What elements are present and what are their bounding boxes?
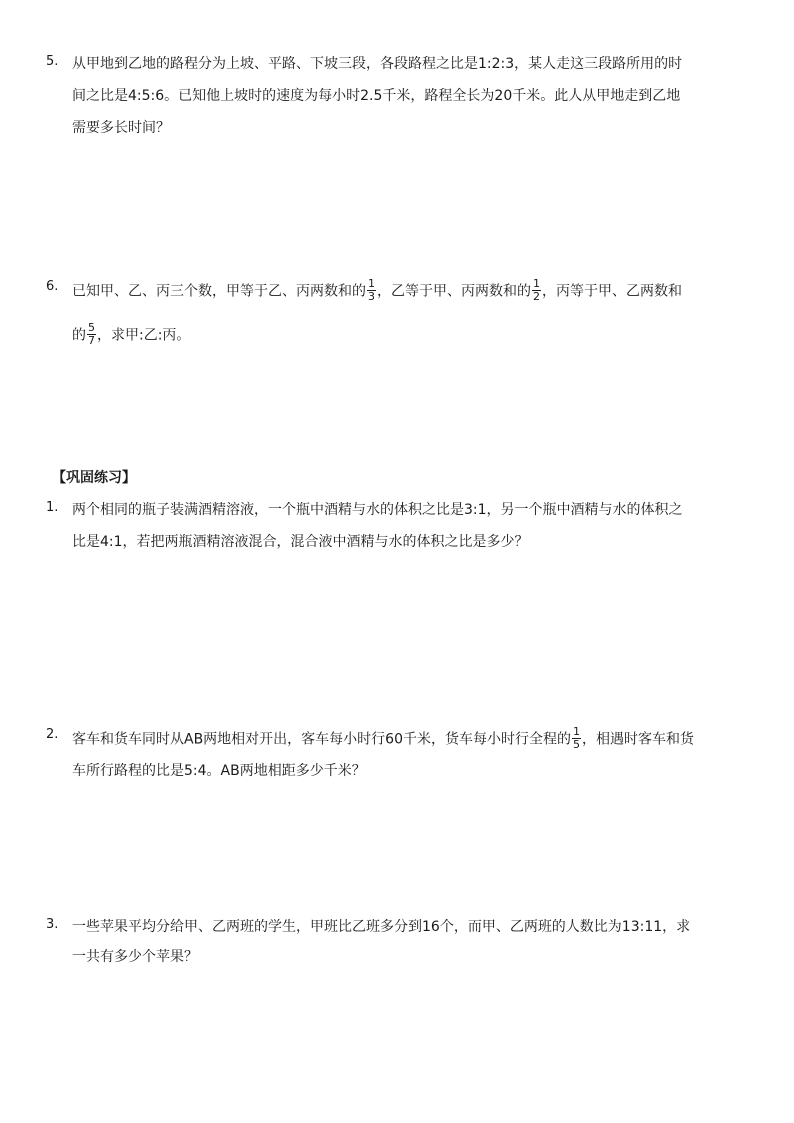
problem-number: 3. [46, 917, 59, 932]
problem-text: ，乙等于甲、丙两数和的 [377, 283, 531, 300]
problem-text-line: 一些苹果平均分给甲、乙两班的学生，甲班比乙班多分到16个，而甲、乙两班的人数比为13:11，求 [72, 919, 691, 935]
problem-text: 客车和货车同时从AB两地相对开出，客车每小时行60千米，货车每小时行全程的 [72, 731, 571, 748]
fraction [572, 726, 581, 751]
problem-text: ，丙等于甲、乙两数和 [542, 283, 682, 300]
fraction-numerator: 1 [573, 725, 580, 738]
problem-text-line: 从甲地到乙地的路程分为上坡、平路、下坡三段，各段路程之比是1:2:3，某人走这三段路所用的时 [72, 56, 683, 72]
fraction [367, 278, 376, 303]
problem-text-line: 需要多长时间？ [72, 120, 170, 136]
problem-text: ，求甲:乙:丙。 [97, 327, 191, 344]
problem-text-line [72, 321, 191, 347]
problem-text: 的 [72, 327, 86, 344]
problem-text-line: 两个相同的瓶子装满酒精溶液，一个瓶中酒精与水的体积之比是3:1，另一个瓶中酒精与水的体积之 [72, 502, 683, 518]
problem-text-line [72, 277, 682, 303]
fraction-denominator: 2 [533, 290, 540, 303]
fraction-numerator: 5 [88, 321, 95, 334]
fraction-numerator: 1 [368, 277, 375, 290]
problem-number: 2. [46, 727, 59, 742]
problem-number: 6. [46, 279, 59, 294]
fraction-numerator: 1 [533, 277, 540, 290]
problem-text-line: 间之比是4:5:6。已知他上坡时的速度为每小时2.5千米，路程全长为20千米。此人从甲地走到乙地 [72, 88, 681, 104]
fraction-denominator: 5 [573, 738, 580, 751]
problem-text-line [72, 725, 694, 751]
problem-number: 5. [46, 54, 59, 69]
fraction [532, 278, 541, 303]
problem-text: ，相遇时客车和货 [582, 731, 694, 748]
fraction-denominator: 7 [88, 334, 95, 347]
problem-text: 已知甲、乙、丙三个数，甲等于乙、丙两数和的 [72, 283, 366, 300]
problem-text-line: 比是4:1，若把两瓶酒精溶液混合，混合液中酒精与水的体积之比是多少？ [72, 534, 529, 550]
fraction-denominator: 3 [368, 290, 375, 303]
problem-number: 1. [46, 500, 59, 515]
problem-text-line: 车所行路程的比是5:4。AB两地相距多少千米？ [72, 763, 366, 779]
section-title: 【巩固练习】 [52, 470, 136, 486]
fraction [87, 322, 96, 347]
problem-text-line: 一共有多少个苹果？ [72, 949, 198, 965]
